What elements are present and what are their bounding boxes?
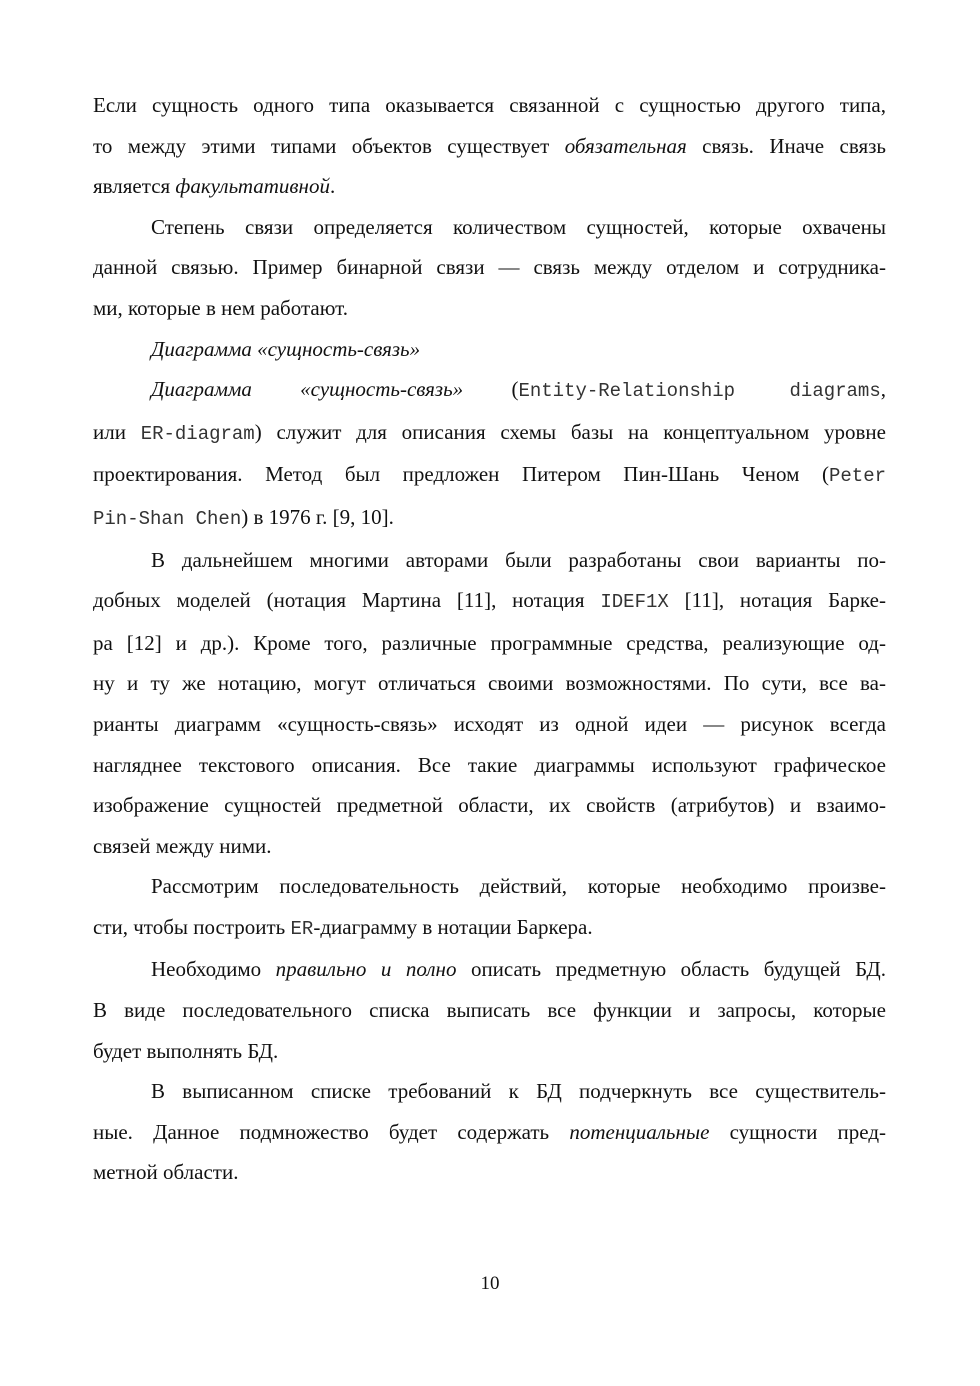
text-line: Степень связи определяется количеством сущностей, которые охвачены bbox=[151, 214, 886, 239]
text-run: . bbox=[329, 174, 336, 199]
code-term: ER-diagram bbox=[140, 422, 255, 445]
text-run: сти, чтобы построить bbox=[93, 914, 291, 939]
text-line: Если сущность одного типа оказывается связанной с сущностью другого типа, bbox=[93, 93, 886, 117]
emphasis-term: факультативной bbox=[175, 174, 330, 199]
text-run: проектирования. Метод был предложен Питером Пин-Шань Ченом ( bbox=[93, 462, 829, 487]
text-line: ми, которые в нем работают. bbox=[93, 295, 348, 320]
text-run: [11], нотация Барке- bbox=[668, 588, 886, 613]
text-line bbox=[93, 412, 886, 455]
text-line: В дальнейшем многими авторами были разработаны свои варианты по- bbox=[151, 547, 886, 572]
text-line: данной связью. Пример бинарной связи — связь между отделом и сотрудника- bbox=[93, 255, 886, 280]
text-run: ) служит для описания схемы базы на концептуальном уровне bbox=[254, 419, 886, 444]
text-line bbox=[93, 580, 886, 623]
text-line bbox=[93, 166, 886, 207]
paragraph-describe-domain bbox=[93, 949, 886, 1071]
text-run: то между этими типами объектов существует bbox=[93, 133, 565, 158]
text-run: Необходимо bbox=[151, 957, 276, 982]
text-run: добных моделей (нотация Мартина [11], нотация bbox=[93, 588, 601, 613]
text-line: связей между ними. bbox=[93, 833, 272, 858]
paragraph-underline-nouns bbox=[93, 1071, 886, 1193]
emphasis-term: обязательная bbox=[564, 133, 687, 158]
text-run: ные. Данное подмножество будет содержать bbox=[93, 1119, 570, 1144]
text-line: В выписанном списке требований к БД подчеркнуть все существитель- bbox=[151, 1079, 886, 1104]
text-line: рианты диаграмм «сущность-связь» исходят из одной идеи — рисунок всегда bbox=[93, 711, 886, 736]
code-term: Peter bbox=[828, 465, 886, 488]
text-line bbox=[93, 126, 886, 167]
code-term: IDEF1X bbox=[600, 591, 669, 614]
text-run: описать предметную область будущей БД. bbox=[456, 957, 886, 982]
paragraph-notations bbox=[93, 540, 886, 867]
text-run: сущности пред- bbox=[709, 1119, 887, 1144]
code-term: Entity-Relationship diagrams bbox=[518, 380, 881, 403]
emphasis-term: потенциальные bbox=[569, 1119, 710, 1144]
text-line: нагляднее текстового описания. Все такие диаграммы используют графическое bbox=[93, 752, 886, 777]
page-number: 10 bbox=[480, 1273, 500, 1294]
text-run: или bbox=[93, 419, 141, 444]
page-body bbox=[93, 85, 886, 1193]
emphasis-term: Диаграмма «сущность-связь» bbox=[151, 377, 464, 402]
text-line: ра [12] и др.). Кроме того, различные программные средства, реализующие од- bbox=[93, 630, 886, 655]
section-heading: Диаграмма «сущность-связь» bbox=[151, 336, 421, 361]
text-run: ( bbox=[463, 377, 519, 402]
paragraph-relationship-types bbox=[93, 85, 886, 207]
text-run: связь. Иначе связь bbox=[686, 133, 886, 158]
emphasis-term: правильно и полно bbox=[275, 957, 457, 982]
text-line bbox=[93, 454, 886, 497]
text-line: Рассмотрим последовательность действий, которые необходимо произве- bbox=[151, 874, 886, 899]
text-line: ну и ту же нотацию, могут отличаться своими возможностями. По сути, все ва- bbox=[93, 671, 886, 696]
code-term: Pin-Shan Chen bbox=[93, 507, 242, 530]
text-run: , bbox=[880, 377, 886, 402]
text-run: является bbox=[93, 174, 176, 199]
text-line bbox=[93, 497, 886, 540]
paragraph-steps-intro bbox=[93, 866, 886, 949]
text-line bbox=[93, 1112, 886, 1153]
text-line bbox=[93, 949, 886, 990]
text-line: метной области. bbox=[93, 1160, 239, 1185]
code-term: ER bbox=[290, 917, 314, 940]
text-line bbox=[93, 907, 886, 950]
paragraph-er-diagram-definition bbox=[93, 369, 886, 539]
paragraph-relationship-degree bbox=[93, 207, 886, 329]
text-run: ) в 1976 г. [9, 10]. bbox=[241, 504, 394, 529]
text-line: будет выполнять БД. bbox=[93, 1038, 279, 1063]
text-line: изображение сущностей предметной области, их свойств (атрибутов) и взаимо- bbox=[93, 793, 886, 818]
text-line: В виде последовательного списка выписать все функции и запросы, которые bbox=[93, 998, 886, 1023]
text-run: -диаграмму в нотации Баркера. bbox=[313, 914, 593, 939]
text-line bbox=[93, 369, 886, 412]
